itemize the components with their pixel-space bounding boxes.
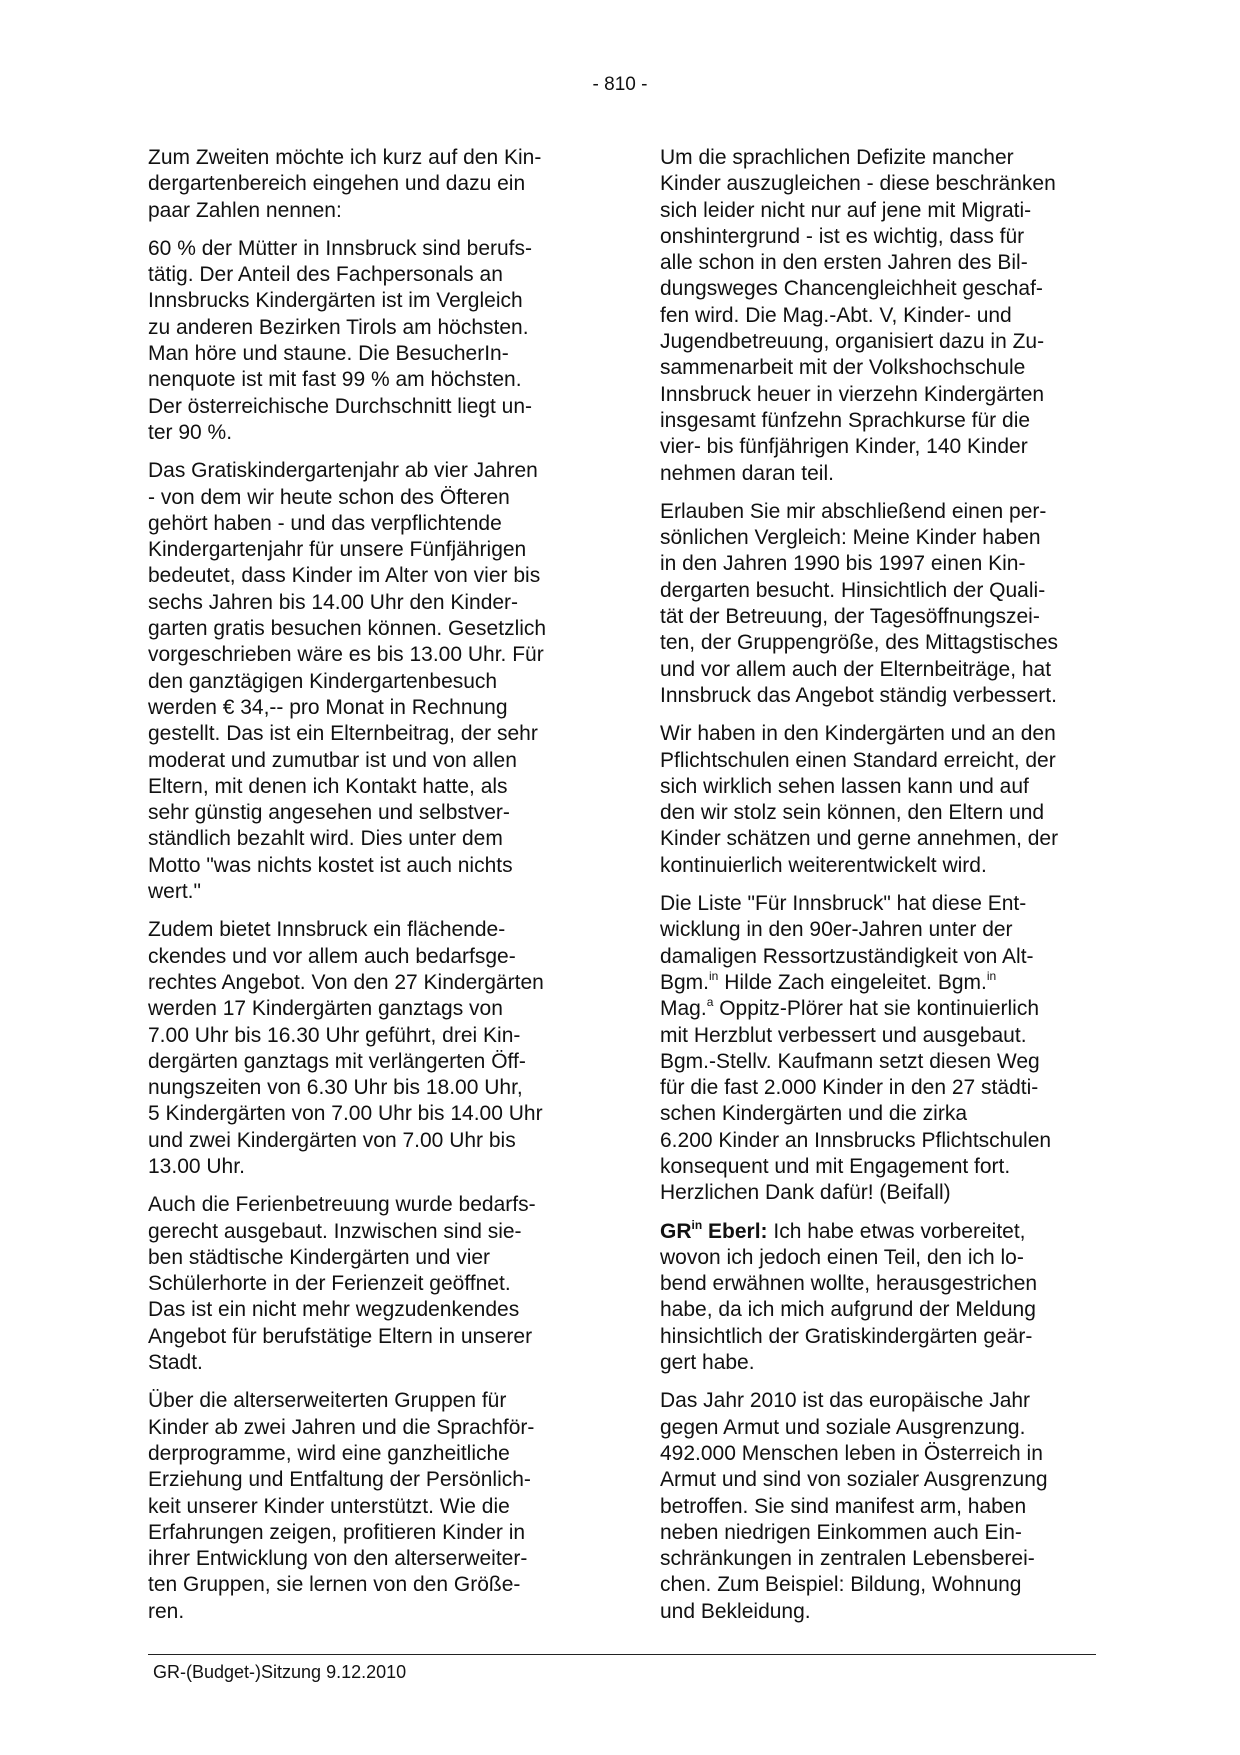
- text-line: sechs Jahren bis 14.00 Uhr den Kinder-: [148, 590, 519, 614]
- text-line: 6.200 Kinder an Innsbrucks Pflichtschulen: [660, 1128, 1052, 1152]
- text-line: damaligen Ressortzuständigkeit von Alt-: [660, 944, 1034, 968]
- title-suffix: in: [709, 968, 719, 983]
- text-line: - von dem wir heute schon des Öfteren: [148, 485, 510, 509]
- text-line: Auch die Ferienbetreuung wurde bedarfs-: [148, 1193, 536, 1217]
- text-line: Kinder auszugleichen - diese beschränken: [660, 172, 1056, 196]
- text-line: nehmen daran teil.: [660, 461, 834, 485]
- text-line: sönlichen Vergleich: Meine Kinder haben: [660, 526, 1041, 550]
- text-line: dergärten ganztags mit verlängerten Öff-: [148, 1049, 526, 1073]
- text-line: den wir stolz sein können, den Eltern und: [660, 801, 1045, 825]
- text-line: [660, 996, 1098, 1022]
- text-line: Das Gratiskindergartenjahr ab vier Jahren: [148, 459, 538, 483]
- text-line: paar Zahlen nennen:: [148, 198, 342, 222]
- text-line: dungsweges Chancengleichheit geschaf-: [660, 277, 1043, 301]
- text-line: fen wird. Die Mag.-Abt. V, Kinder- und: [660, 303, 1012, 327]
- paragraph: [660, 721, 1098, 879]
- text-line: Schülerhorte in der Ferienzeit geöffnet.: [148, 1272, 511, 1296]
- paragraph: [660, 1388, 1098, 1625]
- text-line: bedeutet, dass Kinder im Alter von vier bis: [148, 564, 541, 588]
- text-line: neben niedrigen Einkommen auch Ein-: [660, 1520, 1022, 1544]
- text-line: Erziehung und Entfaltung der Persönlich-: [148, 1468, 531, 1492]
- title-suffix: in: [691, 1217, 703, 1232]
- text-line: Eltern, mit denen ich Kontakt hatte, als: [148, 774, 508, 798]
- text-line: Die Liste "Für Innsbruck" hat diese Ent-: [660, 892, 1027, 916]
- text-line: 13.00 Uhr.: [148, 1154, 245, 1178]
- text-line: nungszeiten von 6.30 Uhr bis 18.00 Uhr,: [148, 1076, 523, 1100]
- text-line: schen Kindergärten und die zirka: [660, 1102, 968, 1126]
- text-line: mit Herzblut verbessert und ausgebaut.: [660, 1023, 1027, 1047]
- text-line: ren.: [148, 1599, 185, 1623]
- title-suffix: in: [986, 968, 997, 983]
- paragraph: [660, 145, 1098, 487]
- text-line: betroffen. Sie sind manifest arm, haben: [660, 1494, 1027, 1518]
- text-line: den ganztägigen Kindergartenbesuch: [148, 669, 498, 693]
- text-line: derprogramme, wird eine ganzheitliche: [148, 1441, 510, 1465]
- text-line: werden € 34,-- pro Monat in Rechnung: [148, 695, 508, 719]
- text-line: alle schon in den ersten Jahren des Bil-: [660, 251, 1028, 275]
- text-line: kontinuierlich weiterentwickelt wird.: [660, 853, 987, 877]
- text-line: Innsbruck das Angebot ständig verbessert.: [660, 683, 1057, 707]
- paragraph: [148, 1192, 586, 1376]
- page-number: - 810 -: [592, 74, 648, 95]
- text-line: Bgm.-Stellv. Kaufmann setzt diesen Weg: [660, 1049, 1040, 1073]
- text-line: dergarten besucht. Hinsichtlich der Quali-: [660, 578, 1046, 602]
- text-line: Jugendbetreuung, organisiert dazu in Zu-: [660, 330, 1045, 354]
- text-line: 7.00 Uhr bis 16.30 Uhr geführt, drei Kin-: [148, 1023, 521, 1047]
- text-line: bend erwähnen wollte, herausgestrichen: [660, 1272, 1038, 1296]
- text-line: gestellt. Das ist ein Elternbeitrag, der sehr: [148, 722, 538, 746]
- text-line: gegen Armut und soziale Ausgrenzung.: [660, 1415, 1026, 1439]
- text-fragment: Oppitz-Plörer hat sie kontinuierlich: [713, 997, 1040, 1021]
- text-line: chen. Zum Beispiel: Bildung, Wohnung: [660, 1573, 1022, 1597]
- text-line: ter 90 %.: [148, 420, 233, 444]
- text-line: Der österreichische Durchschnitt liegt un-: [148, 394, 532, 418]
- text-line: Das ist ein nicht mehr wegzudenkendes: [148, 1298, 520, 1322]
- text-line: werden 17 Kindergärten ganztags von: [148, 997, 503, 1021]
- text-line: Zum Zweiten möchte ich kurz auf den Kin-: [148, 146, 542, 169]
- text-line: Motto "was nichts kostet ist auch nichts: [148, 853, 513, 877]
- text-line: dergartenbereich eingehen und dazu ein: [148, 172, 526, 196]
- title-suffix: a: [706, 995, 714, 1010]
- text-line: hinsichtlich der Gratiskindergärten geär-: [660, 1324, 1033, 1348]
- text-line: habe, da ich mich aufgrund der Meldung: [660, 1298, 1036, 1322]
- text-line: ben städtische Kindergärten und vier: [148, 1245, 491, 1269]
- speaker-paragraph: [660, 1219, 1098, 1377]
- text-line: wovon ich jedoch einen Teil, den ich lo-: [660, 1245, 1024, 1269]
- text-line: tät der Betreuung, der Tagesöffnungszei-: [660, 605, 1040, 629]
- text-line: [660, 970, 1098, 996]
- text-line: Erlauben Sie mir abschließend einen per-: [660, 499, 1047, 523]
- paragraph: [148, 236, 586, 446]
- text-line: 5 Kindergärten von 7.00 Uhr bis 14.00 Uhr: [148, 1102, 543, 1126]
- text-line: sich wirklich sehen lassen kann und auf: [660, 774, 1029, 798]
- text-line: tätig. Der Anteil des Fachpersonals an: [148, 263, 503, 287]
- text-line: sehr günstig angesehen und selbstver-: [148, 801, 510, 825]
- paragraph: [660, 891, 1098, 1207]
- left-column: [148, 145, 586, 1637]
- text-line: Pflichtschulen einen Standard erreicht, der: [660, 748, 1056, 772]
- text-line: Stadt.: [148, 1351, 203, 1375]
- title-abbrev: Bgm.: [660, 970, 710, 994]
- text-line: in den Jahren 1990 bis 1997 einen Kin-: [660, 552, 1026, 576]
- paragraph: [148, 458, 586, 905]
- text-line: gehört haben - und das verpflichtende: [148, 511, 502, 535]
- text-line: rechtes Angebot. Von den 27 Kindergärten: [148, 970, 544, 994]
- text-line: Zudem bietet Innsbruck ein flächende-: [148, 918, 506, 942]
- text-line: zu anderen Bezirken Tirols am höchsten.: [148, 315, 529, 339]
- text-line: sich leider nicht nur auf jene mit Migrati-: [660, 198, 1032, 222]
- text-line: Kinder ab zwei Jahren und die Sprachför-: [148, 1415, 535, 1439]
- line-group: [660, 1023, 1098, 1207]
- speaker-title: GR: [660, 1219, 692, 1243]
- text-line: insgesamt fünfzehn Sprachkurse für die: [660, 408, 1031, 432]
- text-line: wicklung in den 90er-Jahren unter der: [660, 918, 1013, 942]
- text-line: 492.000 Menschen leben in Österreich in: [660, 1441, 1043, 1465]
- text-line: Man höre und staune. Die BesucherIn-: [148, 342, 509, 366]
- text-line: ständlich bezahlt wird. Dies unter dem: [148, 827, 503, 851]
- text-line: Innsbruck heuer in vierzehn Kindergärten: [660, 382, 1045, 406]
- text-line: konsequent und mit Engagement fort.: [660, 1154, 1011, 1178]
- text-line: für die fast 2.000 Kinder in den 27 städti-: [660, 1076, 1039, 1100]
- line-group: [660, 1245, 1098, 1376]
- speaker-surname: Eberl:: [702, 1219, 768, 1243]
- footer-text: GR-(Budget-)Sitzung 9.12.2010: [153, 1662, 407, 1682]
- paragraph: [148, 145, 586, 224]
- text-fragment: Hilde Zach eingeleitet. Bgm.: [718, 970, 987, 994]
- text-line: Das Jahr 2010 ist das europäische Jahr: [660, 1389, 1031, 1413]
- text-line: nenquote ist mit fast 99 % am höchsten.: [148, 368, 522, 392]
- text-line: Innsbrucks Kindergärten ist im Vergleich: [148, 289, 523, 313]
- paragraph: [148, 1388, 586, 1625]
- text-line: gert habe.: [660, 1351, 755, 1375]
- text-line: ten, der Gruppengröße, des Mittagstisches: [660, 631, 1059, 655]
- right-column: [660, 145, 1098, 1637]
- text-line: vorgeschrieben wäre es bis 13.00 Uhr. Für: [148, 643, 544, 667]
- footer-divider: [148, 1654, 1096, 1655]
- text-line: vier- bis fünfjährigen Kinder, 140 Kinder: [660, 435, 1028, 459]
- text-line: ten Gruppen, sie lernen von den Größe-: [148, 1573, 521, 1597]
- text-line: garten gratis besuchen können. Gesetzlich: [148, 617, 547, 641]
- title-abbrev: Mag.: [660, 997, 707, 1021]
- text-line: Erfahrungen zeigen, profitieren Kinder in: [148, 1520, 526, 1544]
- text-line: und zwei Kindergärten von 7.00 Uhr bis: [148, 1128, 516, 1152]
- text-line: [660, 1219, 1098, 1245]
- text-line: ckendes und vor allem auch bedarfsge-: [148, 944, 516, 968]
- paragraph: [660, 499, 1098, 709]
- speaker-name: [660, 1217, 768, 1243]
- text-line: Herzlichen Dank dafür! (Beifall): [660, 1181, 951, 1205]
- text-line: Kinder schätzen und gerne annehmen, der: [660, 827, 1059, 851]
- text-line: schränkungen in zentralen Lebensberei-: [660, 1547, 1035, 1571]
- text-line: keit unserer Kinder unterstützt. Wie die: [148, 1494, 510, 1518]
- text-line: Um die sprachlichen Defizite mancher: [660, 146, 1014, 169]
- paragraph: [148, 917, 586, 1180]
- text-fragment: Ich habe etwas vorbereitet,: [767, 1219, 1026, 1243]
- text-line: ihrer Entwicklung von den alterserweiter-: [148, 1547, 528, 1571]
- text-line: wert.": [148, 880, 201, 904]
- text-line: Angebot für berufstätige Eltern in unserer: [148, 1324, 533, 1348]
- text-line: Über die alterserweiterten Gruppen für: [148, 1389, 507, 1413]
- text-line: und Bekleidung.: [660, 1599, 811, 1623]
- text-line: moderat und zumutbar ist und von allen: [148, 748, 517, 772]
- text-line: Wir haben in den Kindergärten und an den: [660, 722, 1056, 746]
- text-line: 60 % der Mütter in Innsbruck sind berufs-: [148, 236, 533, 260]
- text-line: gerecht ausgebaut. Inzwischen sind sie-: [148, 1219, 522, 1243]
- text-line: und vor allem auch der Elternbeiträge, hat: [660, 657, 1052, 681]
- text-line: Armut und sind von sozialer Ausgrenzung: [660, 1468, 1048, 1492]
- text-line: onshintergrund - ist es wichtig, dass für: [660, 224, 1025, 248]
- text-line: Kindergartenjahr für unsere Fünfjährigen: [148, 538, 527, 562]
- text-line: sammenarbeit mit der Volkshochschule: [660, 356, 1026, 380]
